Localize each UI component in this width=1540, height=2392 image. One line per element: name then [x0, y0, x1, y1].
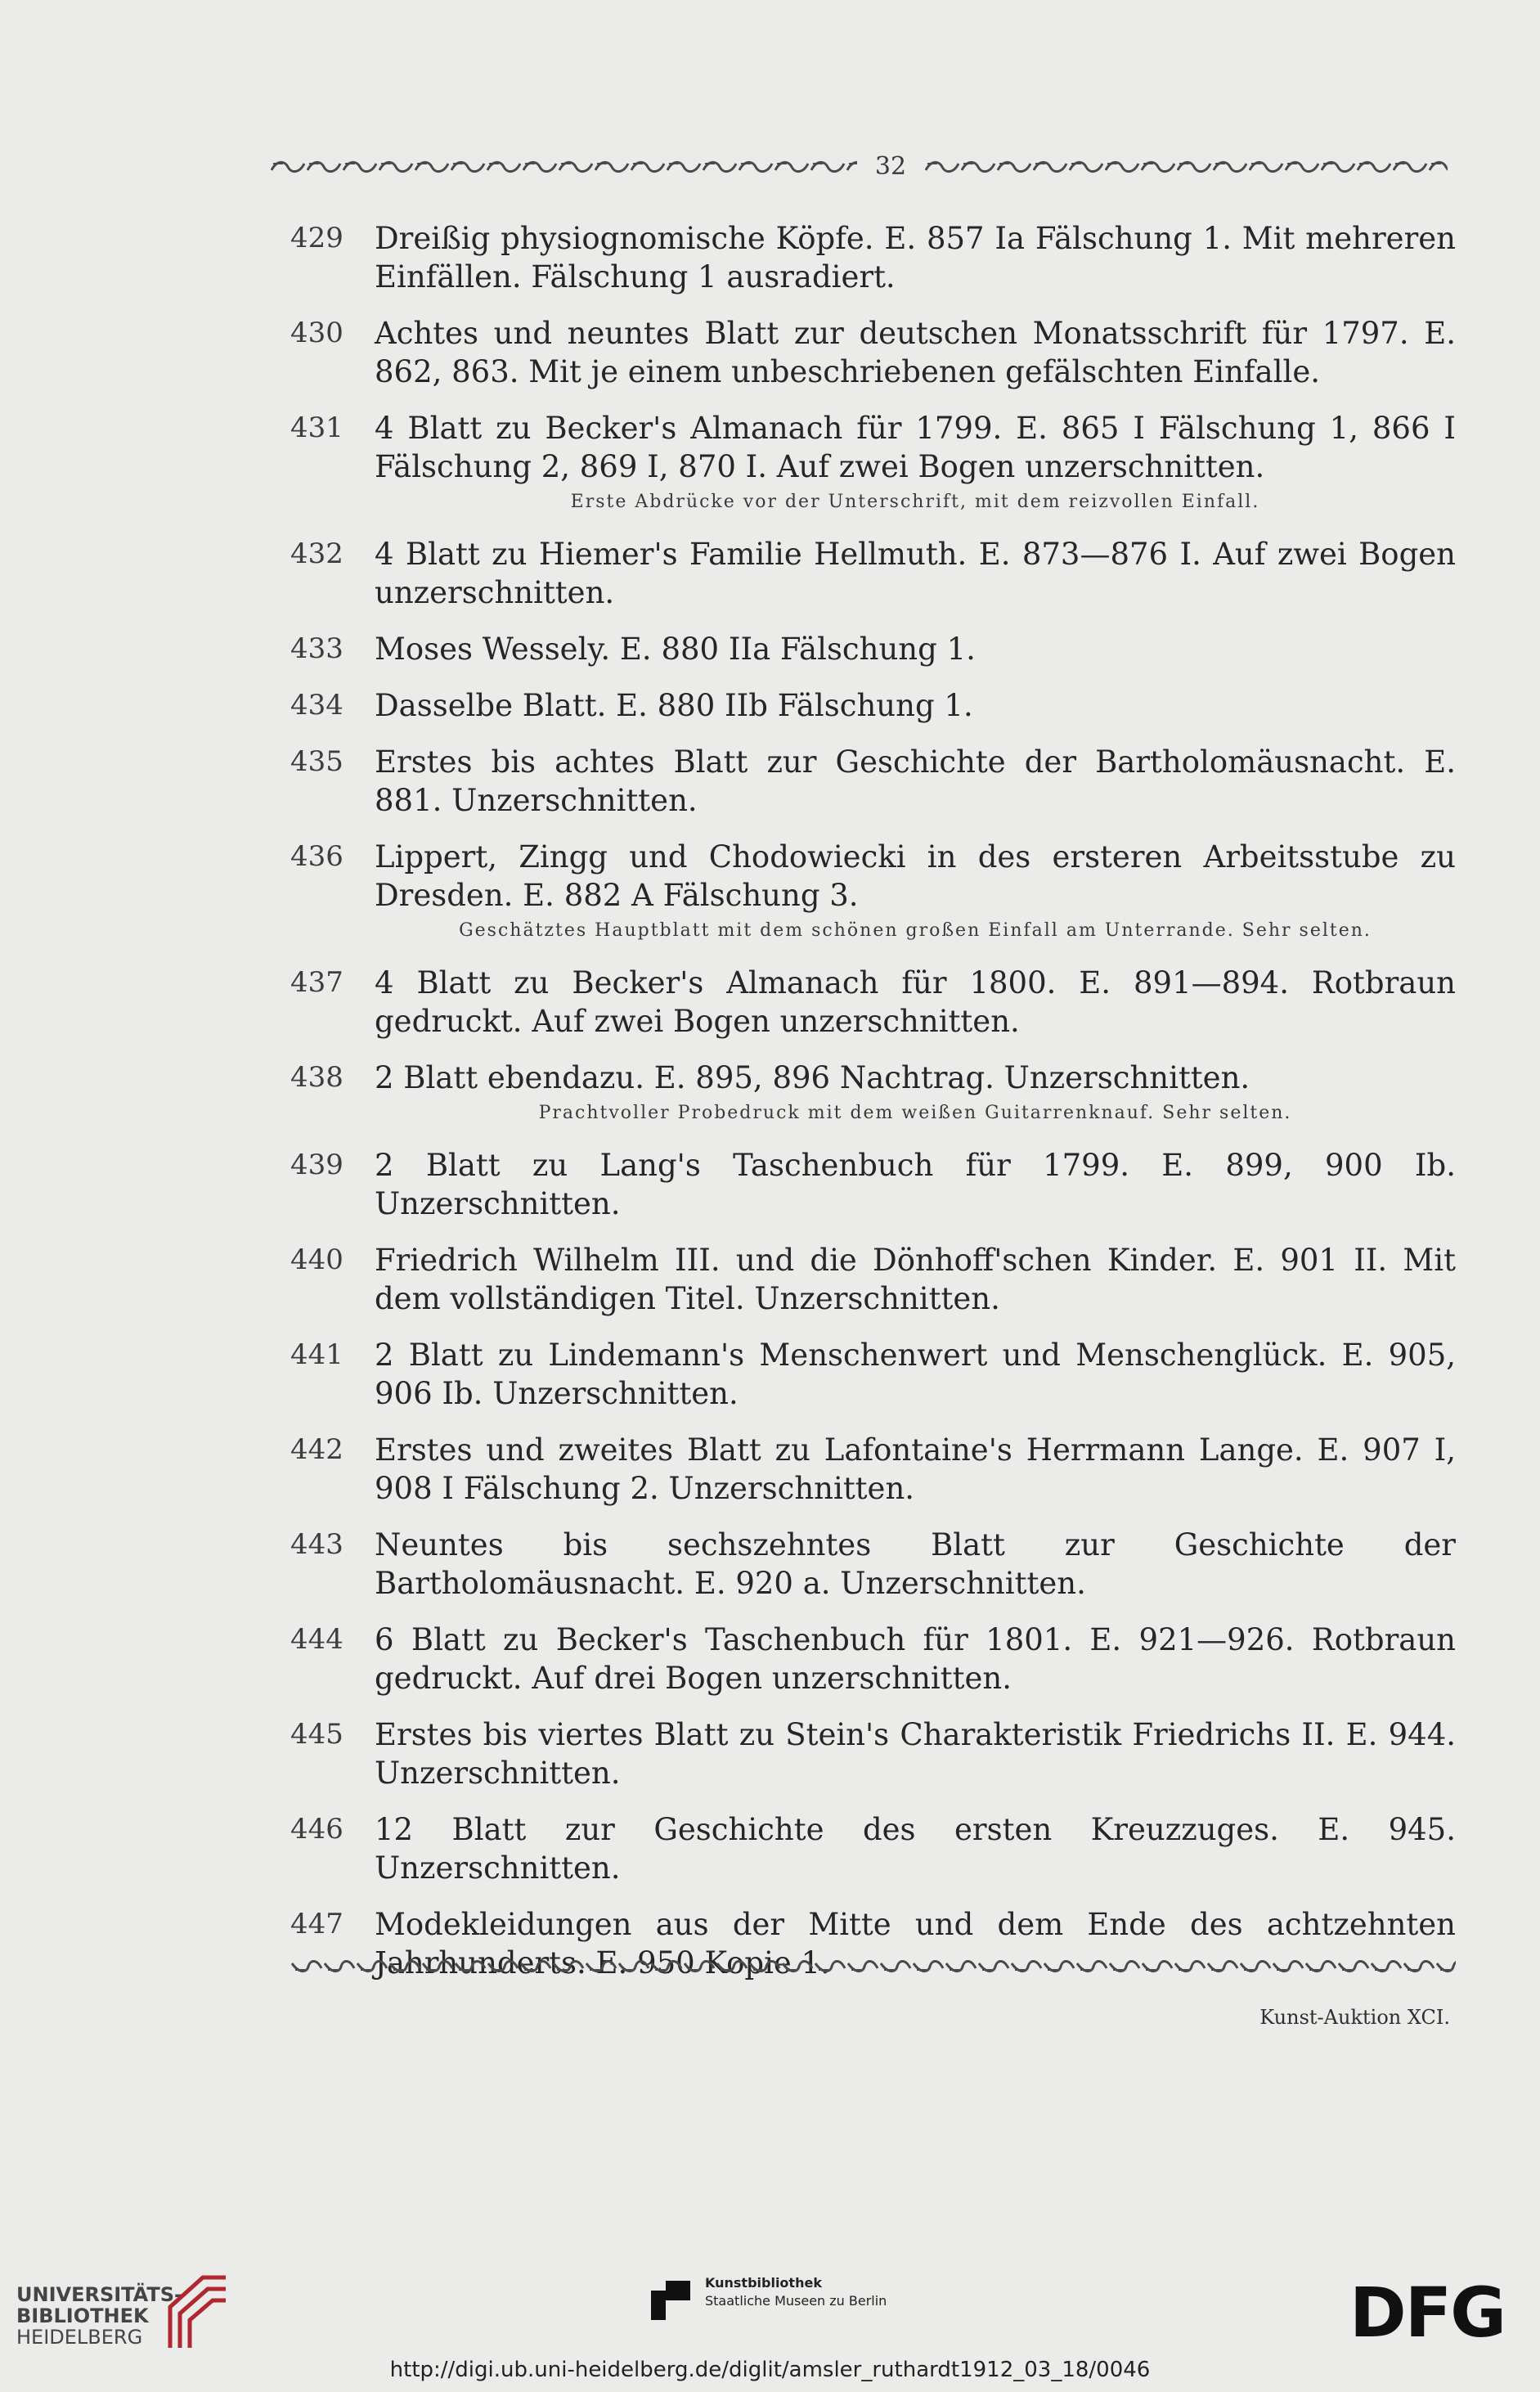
entry-number: 433 — [290, 632, 343, 665]
entry-number: 429 — [290, 222, 343, 254]
digitization-bar — [0, 2258, 1540, 2392]
entry-number: 444 — [290, 1623, 343, 1656]
catalog-entry — [290, 219, 1456, 296]
dfg-logo: DFG — [1349, 2273, 1506, 2353]
entry-number: 447 — [290, 1908, 343, 1940]
entry-text: 4 Blatt zu Becker's Almanach für 1799. E. 865 I Fälschung 1, 866 I Fälschung 2, 869 I, 870 I. Auf zwei Bogen unzerschnitten. — [375, 411, 1456, 484]
catalog-entry — [290, 1241, 1456, 1318]
entry-text: 4 Blatt zu Becker's Almanach für 1800. E. 891—894. Rotbraun gedruckt. Auf zwei Bogen unzerschnitten. — [375, 965, 1456, 1039]
ornament-band-footer — [290, 1957, 1456, 1975]
university-library-logo — [16, 2273, 237, 2354]
entry-text: Neuntes bis sechszehntes Blatt zur Geschichte der Bartholomäusnacht. E. 920 a. Unzerschnitten. — [375, 1527, 1456, 1601]
entry-number: 434 — [290, 689, 343, 722]
ub-line-2: BIBLIOTHEK — [16, 2304, 149, 2327]
entry-note: Erste Abdrücke vor der Unterschrift, mit dem reizvollen Einfall. — [570, 492, 1260, 512]
catalog-entry — [290, 1059, 1456, 1128]
catalog-entry — [290, 964, 1456, 1041]
entry-text: Friedrich Wilhelm III. und die Dönhoff'schen Kinder. E. 901 II. Mit dem vollständigen Titel. Unzerschnitten. — [375, 1243, 1456, 1316]
kunstbibliothek-subtitle: Staatliche Museen zu Berlin — [705, 2293, 887, 2309]
entry-text: Erstes und zweites Blatt zu Lafontaine's Herrmann Lange. E. 907 I, 908 I Fälschung 2. Unzerschnitten. — [375, 1432, 1456, 1506]
entry-number: 446 — [290, 1813, 343, 1846]
entry-text: Lippert, Zingg und Chodowiecki in des ersteren Arbeitsstube zu Dresden. E. 882 A Fälschung 3. — [375, 839, 1456, 913]
entry-note: Geschätztes Hauptblatt mit dem schönen großen Einfall am Unterrande. Sehr selten. — [459, 920, 1372, 941]
entry-number: 440 — [290, 1243, 343, 1276]
ornament-band-right — [924, 159, 1448, 175]
catalog-entry — [290, 1336, 1456, 1413]
catalog-entry — [290, 1526, 1456, 1603]
catalog-entry — [290, 630, 1456, 668]
entry-text: 2 Blatt ebendazu. E. 895, 896 Nachtrag. Unzerschnitten. — [375, 1060, 1250, 1095]
entry-text: 12 Blatt zur Geschichte des ersten Kreuzzuges. E. 945. Unzerschnitten. — [375, 1812, 1456, 1886]
kunstbibliothek-title: Kunstbibliothek — [705, 2275, 822, 2291]
entry-text: Dasselbe Blatt. E. 880 IIb Fälschung 1. — [375, 688, 973, 723]
entry-number: 436 — [290, 840, 343, 873]
catalog-entry — [290, 743, 1456, 820]
catalog-entry — [290, 1810, 1456, 1887]
catalog-entry — [290, 1621, 1456, 1697]
catalog-label: Kunst-Auktion XCI. — [1259, 2006, 1450, 2029]
kunstbibliothek-name — [705, 2274, 887, 2310]
entry-number: 431 — [290, 411, 343, 444]
entry-number: 443 — [290, 1528, 343, 1561]
entry-number: 435 — [290, 745, 343, 778]
entry-number: 441 — [290, 1338, 343, 1371]
entry-number: 438 — [290, 1061, 343, 1094]
entry-number: 442 — [290, 1433, 343, 1466]
entry-text: Dreißig physiognomische Köpfe. E. 857 Ia Fälschung 1. Mit mehreren Einfällen. Fälschung 1 ausradiert. — [375, 221, 1456, 295]
page-number: 32 — [874, 152, 907, 181]
kunstbibliothek-mark-icon — [646, 2276, 695, 2325]
kunstbibliothek-logo — [646, 2271, 924, 2328]
ub-line-1: UNIVERSITÄTS- — [16, 2283, 183, 2306]
entry-text: 2 Blatt zu Lang's Taschenbuch für 1799. E. 899, 900 Ib. Unzerschnitten. — [375, 1148, 1456, 1221]
catalog-entry — [290, 1715, 1456, 1792]
entry-text: Moses Wessely. E. 880 IIa Fälschung 1. — [375, 632, 976, 667]
catalog-entry — [290, 409, 1456, 517]
catalog-entry — [290, 535, 1456, 612]
catalog-entry — [290, 838, 1456, 946]
catalog-entries — [290, 219, 1456, 2000]
catalog-entry — [290, 1146, 1456, 1223]
entry-text: Erstes bis viertes Blatt zu Stein's Charakteristik Friedrichs II. E. 944. Unzerschnitten. — [375, 1717, 1456, 1791]
entry-text: Erstes bis achtes Blatt zur Geschichte der Bartholomäusnacht. E. 881. Unzerschnitten. — [375, 744, 1456, 818]
ornament-band-left — [270, 159, 857, 175]
page-header — [270, 152, 1448, 182]
entry-text: Modekleidungen aus der Mitte und dem Ende des achtzehnten — [375, 1907, 1456, 1942]
university-library-name — [16, 2284, 182, 2348]
entry-text: 6 Blatt zu Becker's Taschenbuch für 1801. E. 921—926. Rotbraun gedruckt. Auf drei Bogen unzerschnitten. — [375, 1622, 1456, 1696]
entry-text: 2 Blatt zu Lindemann's Menschenwert und Menschenglück. E. 905, 906 Ib. Unzerschnitten. — [375, 1338, 1456, 1411]
entry-number: 439 — [290, 1149, 343, 1181]
entry-number: 437 — [290, 966, 343, 999]
catalog-entry — [290, 314, 1456, 391]
entry-text: 4 Blatt zu Hiemer's Familie Hellmuth. E. 873—876 I. Auf zwei Bogen unzerschnitten. — [375, 537, 1456, 610]
catalog-entry — [290, 686, 1456, 725]
entry-number: 430 — [290, 317, 343, 349]
entry-number: 445 — [290, 1718, 343, 1751]
entry-number: 432 — [290, 537, 343, 570]
entry-note: Prachtvoller Probedruck mit dem weißen Guitarrenknauf. Sehr selten. — [538, 1103, 1292, 1123]
entry-text: Achtes und neuntes Blatt zur deutschen Monatsschrift für 1797. E. 862, 863. Mit je einem unbeschriebenen gefälschten Einfalle. — [375, 316, 1456, 389]
source-url-link[interactable]: http://digi.ub.uni-heidelberg.de/diglit/amsler_ruthardt1912_03_18/0046 — [389, 2358, 1151, 2382]
university-library-mark-icon — [162, 2274, 231, 2353]
ub-line-3: HEIDELBERG — [16, 2326, 143, 2349]
catalog-entry — [290, 1431, 1456, 1508]
